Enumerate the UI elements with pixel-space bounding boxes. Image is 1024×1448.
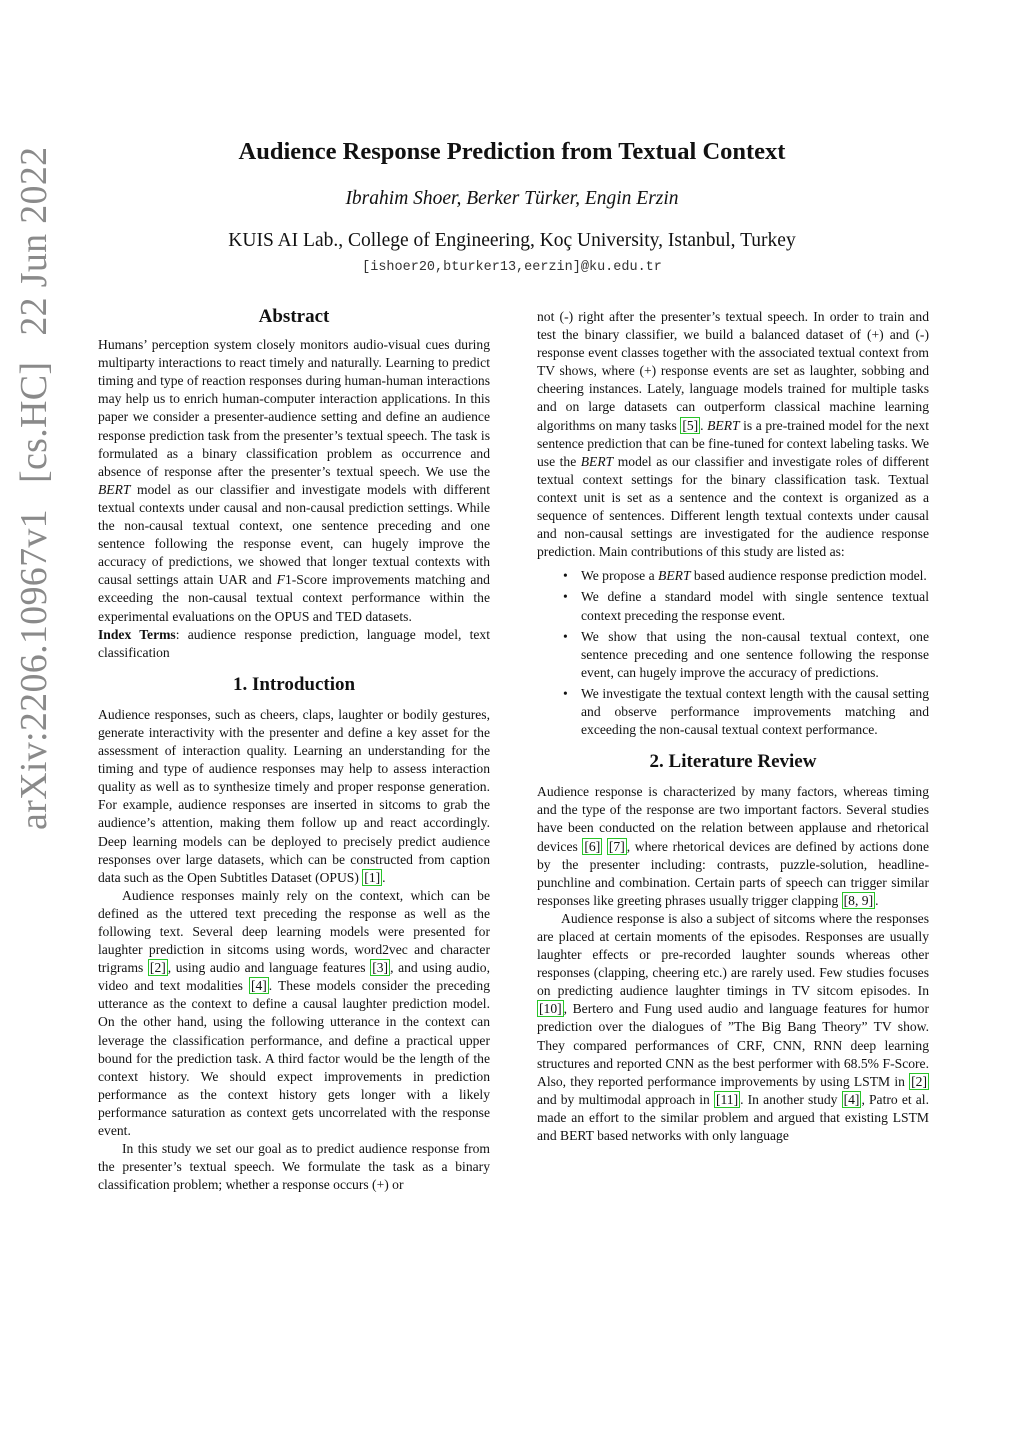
index-terms-text: : audience response prediction, language model, text classification <box>98 626 490 660</box>
citation-link[interactable]: [4] <box>843 1091 860 1107</box>
abstract-text <box>98 336 490 626</box>
intro-paragraph-2 <box>98 887 490 1140</box>
citation-link[interactable]: [11] <box>715 1091 739 1107</box>
citation-link[interactable]: [4] <box>250 978 267 994</box>
left-column <box>98 308 490 1194</box>
paper-email[interactable]: [ishoer20,bturker13,eerzin]@ku.edu.tr <box>362 260 662 275</box>
intro-paragraph-1 <box>98 706 490 887</box>
citation-link[interactable]: [8, 9] <box>843 892 874 908</box>
list-item-text: We investigate the textual context length with the causal setting and observe performance improvements matching and exceeding the non-causal textual context performance. <box>581 685 929 738</box>
list-item-emphasis: BERT <box>658 568 691 584</box>
list-item-text: We show that using the non-causal textual context, one sentence preceding and one sentence following the response event, can hugely improve the accuracy of predictions. <box>581 628 929 680</box>
abstract-bert: BERT <box>98 481 131 497</box>
bert-term: BERT <box>580 453 614 469</box>
citation-link[interactable]: [2] <box>911 1073 927 1089</box>
review-text: Audience response is characterized by many factors, whereas timing and the type of the response are two important factors. Several studies have been conducted on the relation between applause and rhetorical devices <box>537 784 929 854</box>
list-item <box>557 685 929 739</box>
review-text: and by multimodal approach in <box>537 1091 710 1107</box>
citation-link[interactable]: [7] <box>608 838 625 854</box>
list-item <box>557 628 929 682</box>
list-item-text: We define a standard model with single sentence textual context preceding the response event. <box>581 589 929 623</box>
review-text: . In another study <box>740 1091 838 1107</box>
intro-text: Audience responses, such as cheers, claps, laughter or bodily gestures, generate interactivity with the presenter and define a key asset for the assessment of interaction quality. Learning an understanding for the timing and type of audience responses may help to assess interaction quality as well as to synthesize timely and proper response generation. For example, audience responses are inserted in sitcoms to grab the audience’s attention, making them follow up and react accordingly. Deep learning models can be deployed to precisely predict audience responses over large datasets, which can be constructed from caption data such as the Open Subtitles Dataset (OPUS) <box>98 706 490 885</box>
abstract-heading: Abstract <box>258 306 330 327</box>
intro-text: . <box>700 417 704 433</box>
contribution-list <box>537 567 929 739</box>
paper-title: Audience Response Prediction from Textual Context <box>238 138 786 165</box>
intro-text: not (-) right after the presenter’s textual speech. In order to train and test the binary classifier, we build a balanced dataset of (+) and (-) response event classes together with the associated textual context from TV shows, where (+) response events are set as laughter, sobbing and cheering instances. Lately, language models trained for multiple tasks and on large datasets can outperform classical machine learning algorithms on many tasks <box>537 309 929 433</box>
list-item <box>557 588 929 624</box>
intro-text: . <box>382 869 386 885</box>
intro-text: . These models consider the preceding utterance as the context to define a causal laughter prediction model. On the other hand, using the following utterance in the context can leverage the classification performance, and define a practical upper bound for the prediction task. A third factor would be the length of the context history. We should expect improvements in prediction performance as the context history gets longer with a likely performance saturation as context gets uncorrelated with the response event. <box>98 978 491 1139</box>
list-item-text: We propose a <box>581 568 659 584</box>
citation-link[interactable]: [1] <box>364 869 381 885</box>
abstract-part: model as our classifier and investigate models with different textual contexts under causal and non-causal prediction settings. While the non-causal textual context, one sentence preceding and one sentence following the response event, can hugely improve the accuracy of predictions, we showed that longer textual contexts with causal settings attain UAR and <box>98 481 490 588</box>
review-text: , Bertero and Fung used audio and language features for humor prediction over the dialogues of ”The Big Bang Theory” TV show. They compared performances of CRF, CNN, RNN deep learning structures and reported CNN as the best performer with 68.5% F-Score. Also, they reported performance improvements by using LSTM in <box>537 1001 929 1089</box>
intro-heading: 1. Introduction <box>232 673 356 695</box>
abstract-part: 1-Score improvements matching and exceeding the non-causal textual context performance within the experimental evaluations on the OPUS and TED datasets. <box>98 572 490 624</box>
intro-text: , and using audio, video and text modalities <box>98 960 490 994</box>
review-heading: 2. Literature Review <box>649 751 817 773</box>
intro-text: , using audio and language features <box>167 960 366 976</box>
right-column <box>537 308 929 1145</box>
review-text: , where rhetorical devices are defined by actions done by the presenter including: contrasts, puzzle-solution, headline-punchline and combination. Certain parts of speech can trigger similar responses like greeting phrases usually trigger clapping <box>537 838 929 908</box>
list-item-text: based audience response prediction model. <box>690 568 927 584</box>
index-terms <box>98 626 490 662</box>
arxiv-category: [cs.HC] <box>13 361 55 484</box>
paper-authors: Ibrahim Shoer, Berker Türker, Engin Erzin <box>345 188 679 209</box>
review-text: Audience response is also a subject of sitcoms where the responses are placed at certain moments of the episodes. Responses are usually laughter effects or pre-recorded laughter sounds whereas other responses (clapping, cheering etc.) are rarely used. Few studies focuses on predicting audience laughter timings in TV sitcom episodes. In <box>537 910 929 999</box>
citation-link[interactable]: [10] <box>539 1001 562 1017</box>
citation-link[interactable]: [2] <box>149 960 166 976</box>
review-paragraph-1 <box>537 783 929 910</box>
arxiv-id: arXiv:2206.10967v1 <box>13 509 55 830</box>
intro-text: model as our classifier and investigate roles of different textual context settings for the binary classification task. Textual context unit is set as a sentence and the context is organized as a sequence of sentences. Different length textual contexts under causal and non-causal settings are investigated for the audience response prediction. Main contributions of this study are listed as: <box>537 453 929 560</box>
review-text: , Patro et al. made an effort to the similar problem and argued that existing LSTM and BERT based networks with only language <box>537 1091 929 1144</box>
citation-link[interactable]: [3] <box>372 960 389 976</box>
review-paragraph-2 <box>537 910 929 1145</box>
review-text: . <box>875 892 879 908</box>
intro-paragraph-3-cont <box>537 308 929 561</box>
citation-link[interactable]: [6] <box>584 838 601 854</box>
index-terms-label: Index Terms <box>98 626 176 642</box>
abstract-part: Humans’ perception system closely monitors audio-visual cues during multiparty interactions to react timely and naturally. Learning to predict timing and type of reaction responses during human-human interactions may help us to enrich human-computer interaction applications. In this paper we consider a presenter-audience setting and define an audience response prediction task from the presenter’s textual speech. The task is formulated as a binary classification problem as occurrence and absence of response after the presenter’s textual speech. We use the <box>98 337 490 479</box>
arxiv-date: 22 Jun 2022 <box>13 146 55 336</box>
intro-text: is a pre-trained model for the next sentence prediction that can be fine-tuned for context labeling tasks. We use the <box>537 417 929 469</box>
citation-link[interactable]: [5] <box>682 417 699 433</box>
intro-paragraph-3: In this study we set our goal as to predict audience response from the presenter’s textual speech. We formulate the task as a binary classification problem; whether a response occurs (+) or <box>98 1141 490 1193</box>
paper-affiliation: KUIS AI Lab., College of Engineering, Koç University, Istanbul, Turkey <box>228 230 796 251</box>
list-item <box>557 567 929 585</box>
abstract-f-symbol: F <box>276 572 285 588</box>
bert-term: BERT <box>707 417 740 433</box>
intro-text: Audience responses mainly rely on the context, which can be defined as the uttered text preceding the response as well as the following text. Several deep learning models were presented for laughter prediction in sitcoms using words, word2vec and character trigrams <box>98 887 490 976</box>
